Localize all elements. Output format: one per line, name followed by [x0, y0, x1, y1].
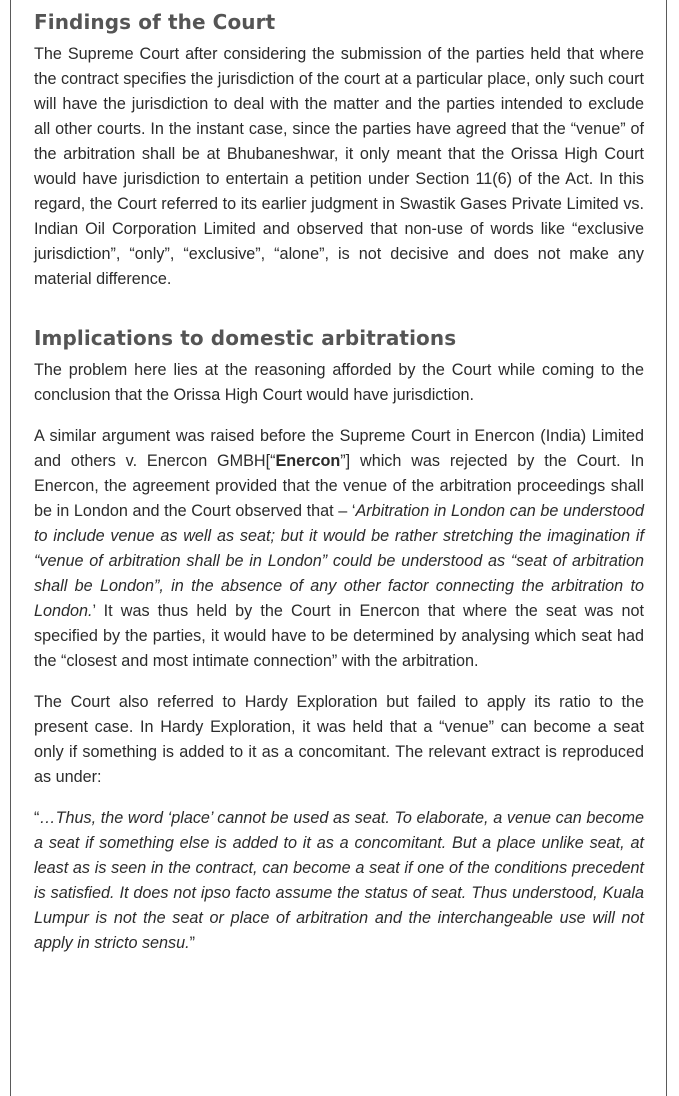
enercon-bold-term: Enercon [275, 452, 341, 470]
enercon-quote-italic: Arbitration in London can be understood to include venue as well as seat; but it would be rather stretching the imagination if “venue of arbitration shall be in London” could be understood as “seat of arbitration shall be London”, in the absence of any other factor connecting the arbitration to London. [34, 502, 645, 620]
findings-heading: Findings of the Court [34, 10, 276, 34]
findings-paragraph: The Supreme Court after considering the submission of the parties held that where the contract specifies the jurisdiction of the court at a particular place, only such court will have the jurisdiction to deal with the matter and the parties intended to exclude all other courts. In the instant case, since the parties have agreed that the “venue” of the arbitration shall be at Bhubaneshwar, it only meant that the Orissa High Court would have jurisdiction to entertain a petition under Section 11(6) of the Act. In this regard, the Court referred to its earlier judgment in Swastik Gases Private Limited vs. Indian Oil Corporation Limited and observed that non-use of words like “exclusive jurisdiction”, “only”, “exclusive”, “alone”, is not decisive and does not make any material difference. [34, 45, 644, 288]
quote-open-mark: “ [34, 809, 40, 827]
para2-text-b: ”] which was rejected by the Court. In Enercon, the agreement provided that the venue of the arbitration proceedings shall be in London and the Court observed that – ‘ [34, 452, 644, 520]
quote-italic-text: …Thus, the word ‘place’ cannot be used as seat. To elaborate, a venue can become a seat if something else is added to it as a concomitant. But a place unlike seat, at least as is seen in the contract, can become a seat if one of the conditions precedent is satisfied. It does not ipso facto assume the status of seat. Thus understood, Kuala Lumpur is not the seat or place of arbitration and the interchangeable use will not apply in stricto sensu. [34, 809, 644, 952]
para2-text-a: A similar argument was raised before the Supreme Court in Enercon (India) Limited and others v. Enercon GMBH[“ [34, 427, 644, 470]
quote-close-mark: ” [189, 934, 196, 952]
implications-paragraph-1: The problem here lies at the reasoning afforded by the Court while coming to the conclusion that the Orissa High Court would have jurisdiction. [34, 361, 644, 404]
article-content [34, 10, 644, 956]
implications-paragraph-2 [34, 424, 644, 674]
implications-heading: Implications to domestic arbitrations [34, 326, 457, 350]
implications-paragraph-3: The Court also referred to Hardy Exploration but failed to apply its ratio to the present case. In Hardy Exploration, it was held that a “venue” can become a seat only if something is added to it as a concomitant. The relevant extract is reproduced as under: [34, 693, 644, 786]
para2-text-c: ’ It was thus held by the Court in Enercon that where the seat was not specified by the parties, it would have to be determined by analysing which seat had the “closest and most intimate connection” with the arbitration. [34, 602, 644, 670]
hardy-exploration-quote [34, 806, 644, 956]
